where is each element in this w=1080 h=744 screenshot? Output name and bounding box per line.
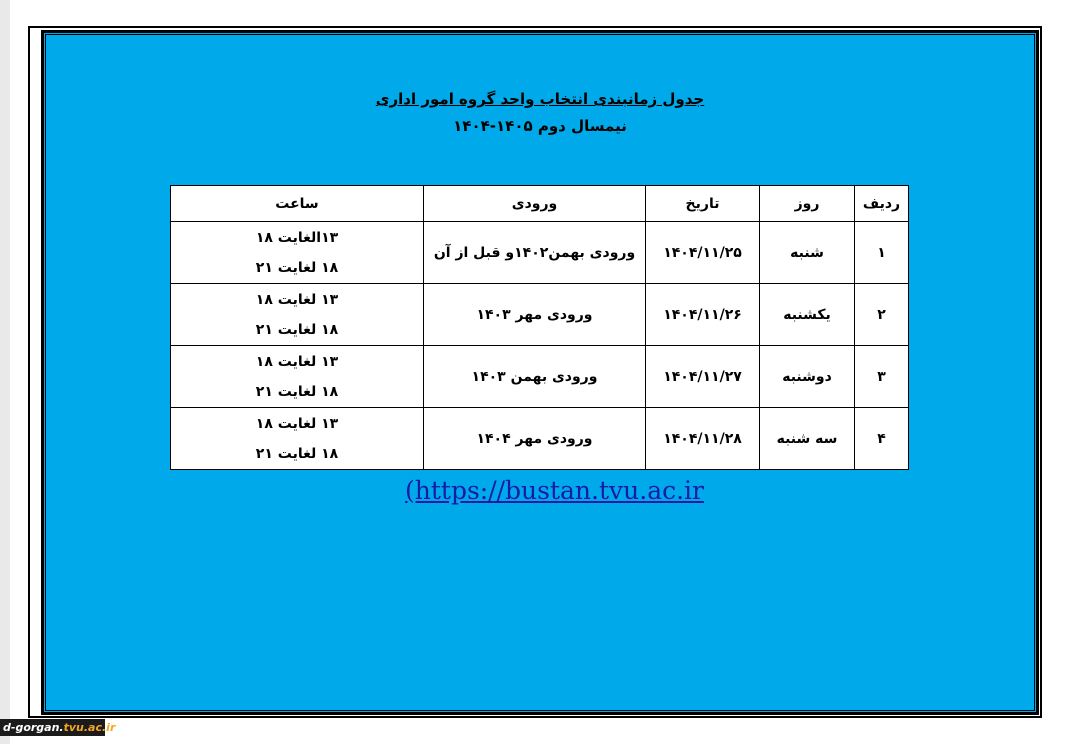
cell-saat [171,408,424,470]
header-voroodi: ورودی [424,186,646,222]
cell-radif: ۲ [855,284,909,346]
header-saat: ساعت [171,186,424,222]
cell-saat [171,284,424,346]
page-edge [0,0,10,744]
time-range-2: ۱۸ لغایت ۲۱ [255,383,339,400]
time-range-2: ۱۸ لغایت ۲۱ [255,259,339,276]
cell-voroodi: ورودی مهر ۱۴۰۴ [424,408,646,470]
table-row [171,284,909,346]
schedule-table [170,185,909,470]
cell-voroodi: ورودی بهمن۱۴۰۲و قبل از آن [424,222,646,284]
time-range-1: ۱۳ لغایت ۱۸ [255,291,339,308]
header-tarikh: تاریخ [646,186,760,222]
cell-radif: ۱ [855,222,909,284]
document-subtitle: نیمسال دوم ۱۴۰۵-۱۴۰۴ [453,117,627,135]
cell-rooz: سه شنبه [760,408,855,470]
bustan-link[interactable]: (https://bustan.tvu.ac.ir [405,476,704,505]
watermark-prefix: d-gorgan. [3,721,64,734]
time-range-2: ۱۸ لغایت ۲۱ [255,321,339,338]
cell-tarikh: ۱۴۰۴/۱۱/۲۷ [646,346,760,408]
time-range-1: ۱۳الغایت ۱۸ [255,229,339,246]
time-range-2: ۱۸ لغایت ۲۱ [255,445,339,462]
table-header-row [171,186,909,222]
time-range-1: ۱۳ لغایت ۱۸ [255,353,339,370]
cell-rooz: یکشنبه [760,284,855,346]
cell-voroodi: ورودی مهر ۱۴۰۳ [424,284,646,346]
time-range-1: ۱۳ لغایت ۱۸ [255,415,339,432]
cell-radif: ۳ [855,346,909,408]
cell-rooz: دوشنبه [760,346,855,408]
table-row [171,222,909,284]
cell-rooz: شنبه [760,222,855,284]
site-watermark [0,719,116,736]
table-row [171,408,909,470]
cell-saat [171,346,424,408]
cell-tarikh: ۱۴۰۴/۱۱/۲۵ [646,222,760,284]
cell-tarikh: ۱۴۰۴/۱۱/۲۶ [646,284,760,346]
header-radif: ردیف [855,186,909,222]
cell-radif: ۴ [855,408,909,470]
document-title: جدول زمانبندی انتخاب واحد گروه امور اداری [375,90,705,108]
header-rooz: روز [760,186,855,222]
cell-tarikh: ۱۴۰۴/۱۱/۲۸ [646,408,760,470]
cell-voroodi: ورودی بهمن ۱۴۰۳ [424,346,646,408]
cell-saat [171,222,424,284]
watermark-accent: tvu.ac.ir [63,721,116,734]
table-row [171,346,909,408]
